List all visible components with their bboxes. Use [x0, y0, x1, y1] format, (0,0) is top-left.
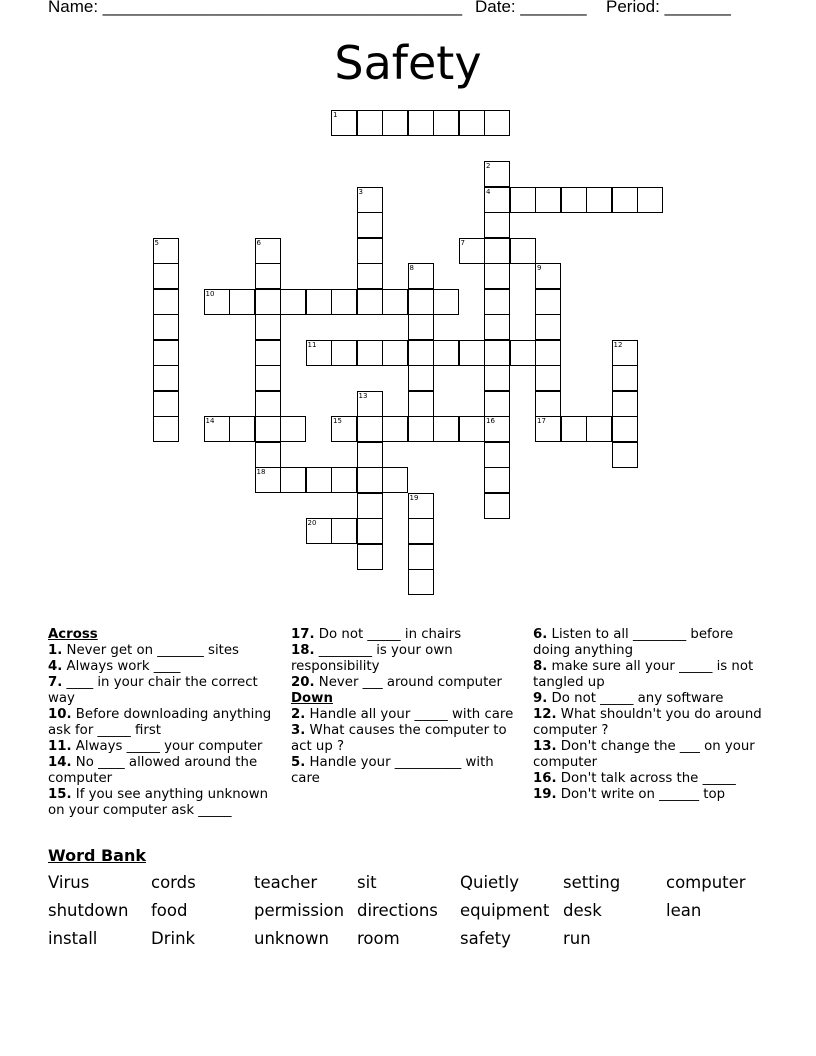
crossword-cell[interactable] — [153, 289, 179, 315]
crossword-cell[interactable] — [484, 416, 510, 442]
clue-number: 12. — [533, 707, 557, 722]
clue — [48, 739, 278, 755]
cell-number: 10 — [205, 289, 215, 298]
clue — [533, 771, 763, 787]
clue-text: Do not _____ any software — [551, 691, 724, 706]
clue-number: 15. — [48, 787, 72, 802]
crossword-cell[interactable] — [280, 289, 306, 315]
word-bank-word: unknown — [254, 929, 329, 948]
clue-number: 3. — [291, 723, 306, 738]
clue — [533, 739, 763, 771]
word-bank-word: desk — [563, 901, 602, 920]
cell-number: 2 — [486, 162, 491, 170]
word-bank-word: Quietly — [460, 873, 519, 892]
cell-number: 4 — [486, 187, 491, 196]
crossword-cell[interactable] — [612, 187, 638, 213]
crossword-cell[interactable] — [433, 416, 459, 442]
clue-text: Before downloading anything ask for _____ first — [48, 707, 272, 738]
crossword-cell[interactable] — [408, 365, 434, 391]
crossword-cell[interactable] — [357, 416, 383, 442]
crossword-cell[interactable] — [255, 391, 281, 417]
crossword-cell[interactable] — [408, 110, 434, 136]
clue-text: Don't write on ______ top — [560, 787, 726, 802]
clue — [533, 707, 763, 739]
crossword-cell[interactable] — [357, 467, 383, 493]
crossword-cell[interactable] — [484, 289, 510, 315]
crossword-cell[interactable] — [535, 365, 561, 391]
crossword-cell[interactable] — [255, 340, 281, 366]
crossword-cell[interactable] — [561, 187, 587, 213]
crossword-cell[interactable] — [535, 416, 561, 442]
word-bank-word: lean — [666, 901, 702, 920]
clues-column-2 — [291, 627, 521, 787]
word-bank-word: safety — [460, 929, 511, 948]
clue-number: 7. — [48, 675, 63, 690]
clue-text: ____ in your chair the correct way — [48, 675, 258, 706]
cell-number: 13 — [358, 391, 368, 400]
crossword-cell[interactable] — [255, 365, 281, 391]
crossword-cell[interactable] — [612, 365, 638, 391]
crossword-cell[interactable] — [280, 467, 306, 493]
clues-column-3 — [533, 627, 763, 803]
crossword-cell[interactable] — [484, 365, 510, 391]
crossword-cell[interactable] — [357, 442, 383, 468]
crossword-cell[interactable] — [153, 238, 179, 264]
crossword-cell[interactable] — [586, 416, 612, 442]
word-bank-word: computer — [666, 873, 746, 892]
word-bank-word: directions — [357, 901, 438, 920]
word-bank-title: Word Bank — [48, 846, 147, 865]
crossword-cell[interactable] — [408, 314, 434, 340]
crossword-cell[interactable] — [331, 289, 357, 315]
crossword-cell[interactable] — [637, 187, 663, 213]
word-bank-word: run — [563, 929, 591, 948]
crossword-cell[interactable] — [255, 416, 281, 442]
cell-number: 19 — [409, 493, 419, 502]
crossword-cell[interactable] — [382, 110, 408, 136]
clue-text: What causes the computer to act up ? — [291, 723, 507, 754]
crossword-cell[interactable] — [357, 544, 383, 570]
crossword-cell[interactable] — [255, 314, 281, 340]
clue-text: Handle your __________ with care — [291, 755, 494, 786]
clue-section-heading: Across — [48, 627, 98, 642]
crossword-cell[interactable] — [331, 518, 357, 544]
crossword-cell[interactable] — [255, 238, 281, 264]
crossword-cell[interactable] — [612, 340, 638, 366]
crossword-cell[interactable] — [357, 187, 383, 213]
clue-number: 13. — [533, 739, 557, 754]
clue-text: Do not _____ in chairs — [318, 627, 462, 642]
crossword-cell[interactable] — [153, 263, 179, 289]
cell-number: 3 — [358, 187, 363, 196]
crossword-cell[interactable] — [612, 442, 638, 468]
crossword-cell[interactable] — [255, 442, 281, 468]
crossword-cell[interactable] — [204, 416, 230, 442]
crossword-cell[interactable] — [357, 493, 383, 519]
crossword-cell[interactable] — [357, 340, 383, 366]
crossword-cell[interactable] — [612, 391, 638, 417]
crossword-cell[interactable] — [484, 493, 510, 519]
cell-number: 15 — [333, 417, 342, 425]
cell-number: 20 — [307, 519, 317, 527]
crossword-cell[interactable] — [357, 518, 383, 544]
crossword-cell[interactable] — [357, 289, 383, 315]
crossword-cell[interactable] — [408, 518, 434, 544]
word-bank-word: permission — [254, 901, 345, 920]
clue-text: Don't change the ___ on your computer — [533, 739, 755, 770]
crossword-cell[interactable] — [280, 416, 306, 442]
clue-number: 17. — [291, 627, 315, 642]
crossword-cell[interactable] — [382, 416, 408, 442]
crossword-cell[interactable] — [382, 289, 408, 315]
crossword-cell[interactable] — [484, 212, 510, 238]
clue-number: 1. — [48, 643, 63, 658]
crossword-cell[interactable] — [357, 263, 383, 289]
clue — [291, 723, 521, 755]
clue — [533, 659, 763, 691]
crossword-cell[interactable] — [306, 518, 332, 544]
word-bank-word: setting — [563, 873, 621, 892]
crossword-cell[interactable] — [306, 289, 332, 315]
crossword-cell[interactable] — [535, 187, 561, 213]
crossword-cell[interactable] — [459, 416, 485, 442]
clue — [48, 787, 278, 819]
crossword-cell[interactable] — [255, 289, 281, 315]
crossword-cell[interactable] — [408, 391, 434, 417]
crossword-cell[interactable] — [484, 238, 510, 264]
clue — [533, 787, 763, 803]
crossword-cell[interactable] — [229, 289, 255, 315]
crossword-cell[interactable] — [535, 314, 561, 340]
crossword-cell[interactable] — [331, 467, 357, 493]
clue — [48, 675, 278, 707]
crossword-cell[interactable] — [382, 467, 408, 493]
crossword-cell[interactable] — [484, 391, 510, 417]
crossword-cell[interactable] — [357, 212, 383, 238]
crossword-cell[interactable] — [153, 314, 179, 340]
cell-number: 18 — [256, 468, 266, 476]
crossword-cell[interactable] — [535, 391, 561, 417]
crossword-cell[interactable] — [306, 340, 332, 366]
crossword-cell[interactable] — [331, 110, 357, 136]
crossword-cell[interactable] — [484, 161, 510, 187]
clue-text: Handle all your _____ with care — [309, 707, 514, 722]
crossword-cell[interactable] — [331, 340, 357, 366]
page-title: Safety — [334, 36, 482, 90]
crossword-cell[interactable] — [408, 569, 434, 595]
clue — [291, 643, 521, 675]
cell-number: 11 — [307, 340, 317, 349]
crossword-cell[interactable] — [229, 416, 255, 442]
clue-number: 19. — [533, 787, 557, 802]
clue-number: 4. — [48, 659, 63, 674]
cell-number: 5 — [154, 238, 159, 247]
clue — [291, 755, 521, 787]
crossword-cell[interactable] — [535, 289, 561, 315]
crossword-cell[interactable] — [484, 340, 510, 366]
clue — [533, 691, 763, 707]
clue — [291, 675, 521, 691]
clue-text: No ____ allowed around the computer — [48, 755, 258, 786]
clue-text: Always _____ your computer — [75, 739, 263, 754]
clues-column-1 — [48, 627, 278, 819]
crossword-cell[interactable] — [459, 340, 485, 366]
crossword-cell[interactable] — [433, 289, 459, 315]
clue-text: Never ___ around computer — [318, 675, 502, 690]
crossword-cell[interactable] — [408, 416, 434, 442]
crossword-cell[interactable] — [408, 263, 434, 289]
clue — [48, 659, 278, 675]
crossword-cell[interactable] — [153, 340, 179, 366]
clue-number: 16. — [533, 771, 557, 786]
clue-number: 11. — [48, 739, 72, 754]
clue-text: Always work ____ — [66, 659, 181, 674]
cell-number: 7 — [460, 238, 465, 247]
word-bank-word: Virus — [48, 873, 90, 892]
crossword-cell[interactable] — [153, 416, 179, 442]
crossword-cell[interactable] — [306, 467, 332, 493]
clue-number: 14. — [48, 755, 72, 770]
clue-number: 5. — [291, 755, 306, 770]
crossword-cell[interactable] — [484, 263, 510, 289]
word-bank-word: equipment — [460, 901, 550, 920]
crossword-cell[interactable] — [586, 187, 612, 213]
cell-number: 8 — [409, 264, 414, 272]
cell-number: 14 — [205, 417, 215, 425]
date-field-label[interactable]: Date: _______ — [475, 0, 587, 16]
cell-number: 12 — [613, 340, 623, 349]
clue — [291, 707, 521, 723]
clue-text: If you see anything unknown on your computer ask _____ — [48, 787, 269, 818]
period-field-label[interactable]: Period: _______ — [606, 0, 731, 16]
crossword-cell[interactable] — [510, 340, 536, 366]
word-bank-word: room — [357, 929, 400, 948]
crossword-cell[interactable] — [510, 238, 536, 264]
word-bank-word: cords — [151, 873, 196, 892]
crossword-cell[interactable] — [484, 187, 510, 213]
clue — [533, 627, 763, 659]
cell-number: 17 — [537, 417, 546, 425]
clue-number: 9. — [533, 691, 548, 706]
word-bank-word: sit — [357, 873, 377, 892]
word-bank-word: install — [48, 929, 98, 948]
clue-text: Don't talk across the _____ — [560, 771, 736, 786]
crossword-cell[interactable] — [357, 238, 383, 264]
clue — [48, 643, 278, 659]
clue — [48, 707, 278, 739]
crossword-cell[interactable] — [382, 340, 408, 366]
crossword-cell[interactable] — [535, 263, 561, 289]
crossword-cell[interactable] — [510, 187, 536, 213]
clue-number: 2. — [291, 707, 306, 722]
crossword-cell[interactable] — [408, 289, 434, 315]
word-bank-word: teacher — [254, 873, 318, 892]
word-bank-word: shutdown — [48, 901, 129, 920]
crossword-cell[interactable] — [408, 340, 434, 366]
crossword-cell[interactable] — [357, 391, 383, 417]
crossword-cell[interactable] — [433, 340, 459, 366]
crossword-cell[interactable] — [255, 263, 281, 289]
cell-number: 9 — [537, 264, 542, 272]
crossword-cell[interactable] — [153, 391, 179, 417]
clue — [48, 755, 278, 787]
clue-text: ________ is your own responsibility — [291, 643, 453, 674]
clue-number: 8. — [533, 659, 548, 674]
crossword-cell[interactable] — [153, 365, 179, 391]
clue-number: 10. — [48, 707, 72, 722]
crossword-cell[interactable] — [612, 416, 638, 442]
crossword-cell[interactable] — [433, 110, 459, 136]
name-field-label[interactable]: Name: ______________________________________ — [48, 0, 463, 16]
crossword-cell[interactable] — [408, 493, 434, 519]
crossword-cell[interactable] — [459, 238, 485, 264]
crossword-cell[interactable] — [459, 110, 485, 136]
crossword-cell[interactable] — [408, 544, 434, 570]
clue-number: 20. — [291, 675, 315, 690]
crossword-cell[interactable] — [484, 110, 510, 136]
cell-number: 1 — [333, 111, 338, 119]
crossword-cell[interactable] — [255, 467, 281, 493]
crossword-cell[interactable] — [204, 289, 230, 315]
clue-number: 18. — [291, 643, 315, 658]
clue-text: make sure all your _____ is not tangled up — [533, 659, 754, 690]
clue-number: 6. — [533, 627, 548, 642]
clue — [291, 627, 521, 643]
clue-text: Never get on _______ sites — [66, 643, 239, 658]
crossword-cell[interactable] — [561, 416, 587, 442]
crossword-cell[interactable] — [484, 442, 510, 468]
word-bank-word: food — [151, 901, 188, 920]
cell-number: 16 — [486, 417, 495, 425]
clue-text: Listen to all ________ before doing anything — [533, 627, 734, 658]
crossword-cell[interactable] — [357, 110, 383, 136]
word-bank-word: Drink — [151, 929, 196, 948]
crossword-cell[interactable] — [484, 314, 510, 340]
clue-text: What shouldn't you do around computer ? — [533, 707, 762, 738]
cell-number: 6 — [256, 238, 261, 247]
crossword-cell[interactable] — [484, 467, 510, 493]
clue-section-heading: Down — [291, 691, 333, 706]
crossword-cell[interactable] — [331, 416, 357, 442]
crossword-cell[interactable] — [535, 340, 561, 366]
